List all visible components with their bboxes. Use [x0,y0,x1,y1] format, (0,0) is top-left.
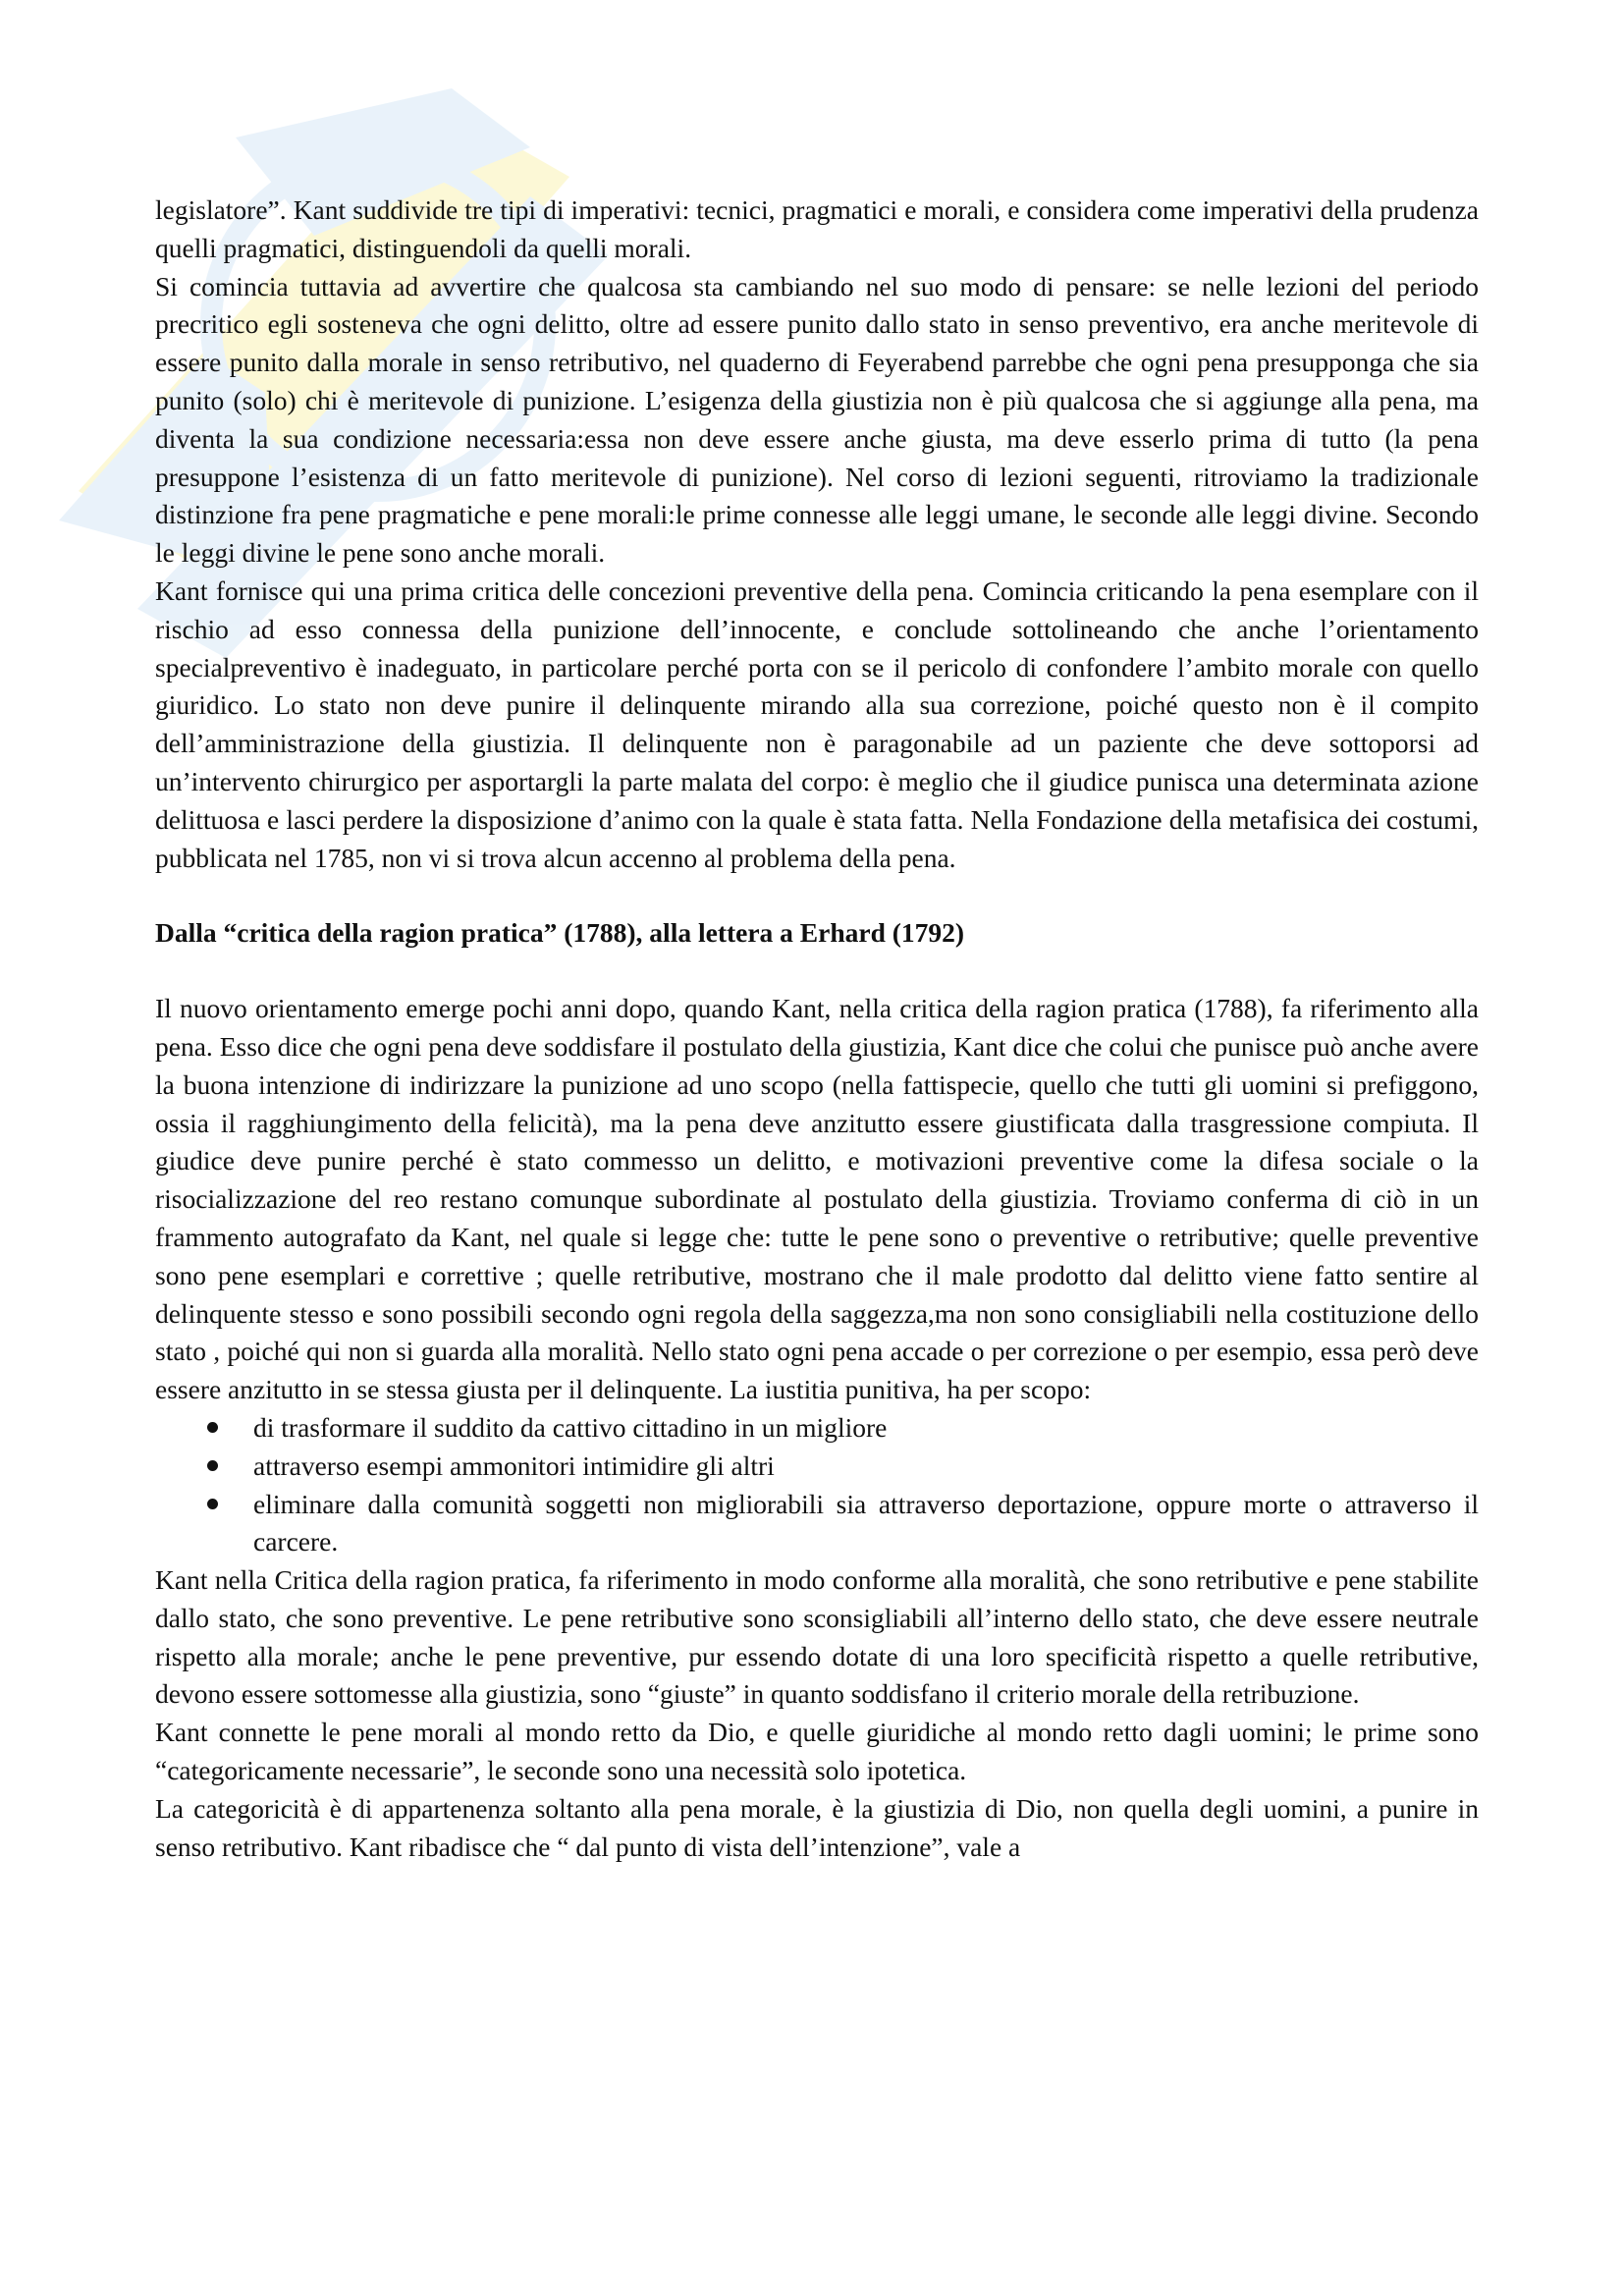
paragraph-5: Kant nella Critica della ragion pratica, fa riferimento in modo conforme alla moralità, che sono retributive e pene stabilite dallo stato, che sono preventive. Le pene retributive sono sconsigliabili all’interno dello stato, che deve essere neutrale rispetto alla morale; anche le pene preventive, pur essendo dotate di una loro specificità rispetto a quelle retributive, devono essere sottomesse alla giustizia, sono “giuste” in quanto soddisfano il criterio morale della retribuzione. [155,1564,1479,1710]
paragraph-3: Kant fornisce qui una prima critica delle concezioni preventive della pena. Comincia criticando la pena esemplare con il rischio ad esso connessa della punizione dell’innocente, e conclude sottolineando che anche l’orientamento specialpreventivo è inadeguato, in particolare perché porta con se il pericolo di confondere l’ambito morale con quello giuridico. Lo stato non deve punire il delinquente mirando alla sua correzione, poiché questo non è il compito dell’amministrazione della giustizia. Il delinquente non è paragonabile ad un paziente che deve sottoporsi ad un’intervento chirurgico per asportargli la parte malata del corpo: è meglio che il giudice punisca una determinata azione delittuosa e lasci perdere la disposizione d’animo con la quale è stata fatta. Nella Fondazione della metafisica dei costumi, pubblicata nel 1785, non vi si trova alcun accenno al problema della pena. [155,574,1479,873]
list-item: di trasformare il suddito da cattivo cittadino in un migliore [253,1409,1479,1448]
bullet-list [155,1409,1479,1561]
bullet-icon [207,1460,218,1471]
paragraph-6: Kant connette le pene morali al mondo retto da Dio, e quelle giuridiche al mondo retto dagli uomini; le prime sono “categoricamente necessarie”, le seconde sono una necessità solo ipotetica. [155,1717,1479,1786]
paragraph-7: La categoricità è di appartenenza soltanto alla pena morale, è la giustizia di Dio, non quella degli uomini, a punire in senso retributivo. Kant ribadisce che “ dal punto di vista dell’intenzione”, vale a [155,1792,1479,1862]
bullet-icon [207,1422,218,1433]
paragraph-4: Il nuovo orientamento emerge pochi anni dopo, quando Kant, nella critica della ragion pratica (1788), fa riferimento alla pena. Esso dice che ogni pena deve soddisfare il postulato della giustizia, Kant dice che colui che punisce può anche avere la buona intenzione di indirizzare la punizione ad uno scopo (nella fattispecie, quello che tutti gli uomini si prefiggono, ossia il ragghiungimento della felicità), ma la pena deve anzitutto essere giustificata dalla trasgressione compiuta. Il giudice deve punire perché è stato commesso un delitto, e motivazioni preventive come la difesa sociale o la risocializzazione del reo restano comunque subordinate al postulato della giustizia. Troviamo conferma di ciò in un frammento autografato da Kant, nel quale si legge che: tutte le pene sono o preventive o retributive; quelle preventive sono pene esemplari e correttive ; quelle retributive, mostrano che il male prodotto dal delitto viene fatto sentire al delinquente stesso e sono possibili secondo ogni regola della saggezza,ma non sono consigliabili nella costituzione dello stato , poiché qui non si guarda alla moralità. Nello stato ogni pena accade o per correzione o per esempio, essa però deve essere anzitutto in se stessa giusta per il delinquente. La iustitia punitiva, ha per scopo: [155,993,1479,1405]
list-item: attraverso esempi ammonitori intimidire gli altri [253,1448,1479,1486]
paragraph-1: legislatore”. Kant suddivide tre tipi di imperativi: tecnici, pragmatici e morali, e considera come imperativi della prudenza quelli pragmatici, distinguendoli da quelli morali. [155,194,1479,263]
section-heading: Dalla “critica della ragion pratica” (1788), alla lettera a Erhard (1792) [155,917,965,949]
list-item: eliminare dalla comunità soggetti non migliorabili sia attraverso deportazione, oppure morte o attraverso il carcere. [253,1486,1479,1562]
document-page [155,191,1479,1866]
paragraph-2: Si comincia tuttavia ad avvertire che qualcosa sta cambiando nel suo modo di pensare: se nelle lezioni del periodo precritico egli sosteneva che ogni delitto, oltre ad essere punito dallo stato in senso preventivo, era anche meritevole di essere punito dalla morale in senso retributivo, nel quaderno di Feyerabend parrebbe che ogni pena presupponga che sia punito (solo) chi è meritevole di punizione. L’esigenza della giustizia non è più qualcosa che si aggiunge alla pena, ma diventa la sua condizione necessaria:essa non deve essere anche giusta, ma deve esserlo prima di tutto (la pena presuppone l’esistenza di un fatto meritevole di punizione). Nel corso di lezioni seguenti, ritroviamo la tradizionale distinzione fra pene pragmatiche e pene morali:le prime connesse alle leggi umane, le seconde alle leggi divine. Secondo le leggi divine le pene sono anche morali. [155,270,1479,569]
bullet-icon [207,1499,218,1509]
